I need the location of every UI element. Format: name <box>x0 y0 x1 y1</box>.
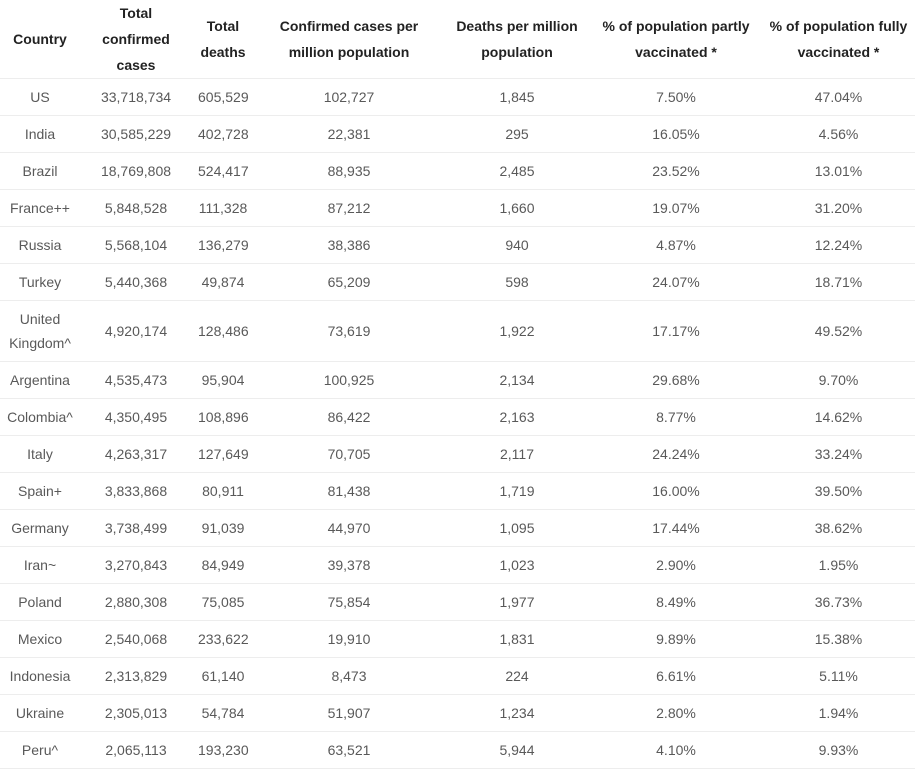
column-header-of-population-partly-vaccinated: % of population partly vaccinated * <box>590 0 762 79</box>
value-cell: 4.56% <box>762 116 915 153</box>
country-cell: Ukraine <box>0 695 80 732</box>
value-cell: 39,378 <box>254 547 444 584</box>
table-row <box>0 695 915 732</box>
table-row <box>0 473 915 510</box>
value-cell: 1.94% <box>762 695 915 732</box>
value-cell: 9.89% <box>590 621 762 658</box>
table-row <box>0 436 915 473</box>
value-cell: 9.93% <box>762 732 915 769</box>
value-cell: 233,622 <box>192 621 254 658</box>
value-cell: 2.80% <box>590 695 762 732</box>
value-cell: 8.49% <box>590 584 762 621</box>
value-cell: 1,845 <box>444 79 590 116</box>
value-cell: 4,920,174 <box>80 301 192 362</box>
value-cell: 29.68% <box>590 362 762 399</box>
table-header-row <box>0 0 915 79</box>
value-cell: 15.38% <box>762 621 915 658</box>
country-cell: Italy <box>0 436 80 473</box>
value-cell: 1,660 <box>444 190 590 227</box>
value-cell: 2,163 <box>444 399 590 436</box>
value-cell: 136,279 <box>192 227 254 264</box>
country-cell: Brazil <box>0 153 80 190</box>
value-cell: 81,438 <box>254 473 444 510</box>
table-row <box>0 584 915 621</box>
value-cell: 402,728 <box>192 116 254 153</box>
value-cell: 1,922 <box>444 301 590 362</box>
value-cell: 2,880,308 <box>80 584 192 621</box>
value-cell: 2,485 <box>444 153 590 190</box>
value-cell: 1.95% <box>762 547 915 584</box>
value-cell: 80,911 <box>192 473 254 510</box>
table-header <box>0 0 915 79</box>
table-row <box>0 547 915 584</box>
value-cell: 100,925 <box>254 362 444 399</box>
table-row <box>0 399 915 436</box>
value-cell: 128,486 <box>192 301 254 362</box>
table-row <box>0 264 915 301</box>
value-cell: 36.73% <box>762 584 915 621</box>
value-cell: 2,305,013 <box>80 695 192 732</box>
column-header-total-confirmed-cases: Total confirmed cases <box>80 0 192 79</box>
table-row <box>0 227 915 264</box>
table-row <box>0 732 915 769</box>
value-cell: 6.61% <box>590 658 762 695</box>
table-row <box>0 153 915 190</box>
value-cell: 33.24% <box>762 436 915 473</box>
country-cell: Germany <box>0 510 80 547</box>
value-cell: 1,234 <box>444 695 590 732</box>
column-header-deaths-per-million-population: Deaths per million population <box>444 0 590 79</box>
country-cell: Colombia^ <box>0 399 80 436</box>
value-cell: 5,848,528 <box>80 190 192 227</box>
value-cell: 1,023 <box>444 547 590 584</box>
country-cell: Iran~ <box>0 547 80 584</box>
table-row <box>0 510 915 547</box>
value-cell: 193,230 <box>192 732 254 769</box>
value-cell: 3,738,499 <box>80 510 192 547</box>
value-cell: 4,535,473 <box>80 362 192 399</box>
column-header-confirmed-cases-per-million-population: Confirmed cases per million population <box>254 0 444 79</box>
value-cell: 30,585,229 <box>80 116 192 153</box>
value-cell: 5,440,368 <box>80 264 192 301</box>
table-row <box>0 116 915 153</box>
country-cell: Poland <box>0 584 80 621</box>
value-cell: 5.11% <box>762 658 915 695</box>
table-row <box>0 658 915 695</box>
value-cell: 38,386 <box>254 227 444 264</box>
country-cell: US <box>0 79 80 116</box>
value-cell: 8.77% <box>590 399 762 436</box>
country-cell: France++ <box>0 190 80 227</box>
value-cell: 4,263,317 <box>80 436 192 473</box>
value-cell: 38.62% <box>762 510 915 547</box>
value-cell: 940 <box>444 227 590 264</box>
value-cell: 51,907 <box>254 695 444 732</box>
value-cell: 598 <box>444 264 590 301</box>
value-cell: 1,719 <box>444 473 590 510</box>
value-cell: 49.52% <box>762 301 915 362</box>
value-cell: 91,039 <box>192 510 254 547</box>
value-cell: 295 <box>444 116 590 153</box>
value-cell: 2,134 <box>444 362 590 399</box>
value-cell: 61,140 <box>192 658 254 695</box>
value-cell: 16.05% <box>590 116 762 153</box>
value-cell: 3,833,868 <box>80 473 192 510</box>
value-cell: 14.62% <box>762 399 915 436</box>
value-cell: 4,350,495 <box>80 399 192 436</box>
value-cell: 18,769,808 <box>80 153 192 190</box>
value-cell: 95,904 <box>192 362 254 399</box>
value-cell: 4.10% <box>590 732 762 769</box>
column-header-of-population-fully-vaccinated: % of population fully vaccinated * <box>762 0 915 79</box>
value-cell: 12.24% <box>762 227 915 264</box>
value-cell: 73,619 <box>254 301 444 362</box>
value-cell: 2,065,113 <box>80 732 192 769</box>
value-cell: 47.04% <box>762 79 915 116</box>
table-row <box>0 190 915 227</box>
value-cell: 127,649 <box>192 436 254 473</box>
value-cell: 1,095 <box>444 510 590 547</box>
value-cell: 23.52% <box>590 153 762 190</box>
value-cell: 9.70% <box>762 362 915 399</box>
value-cell: 2,117 <box>444 436 590 473</box>
value-cell: 13.01% <box>762 153 915 190</box>
value-cell: 65,209 <box>254 264 444 301</box>
country-cell: Peru^ <box>0 732 80 769</box>
value-cell: 8,473 <box>254 658 444 695</box>
value-cell: 224 <box>444 658 590 695</box>
value-cell: 75,854 <box>254 584 444 621</box>
value-cell: 108,896 <box>192 399 254 436</box>
value-cell: 33,718,734 <box>80 79 192 116</box>
value-cell: 31.20% <box>762 190 915 227</box>
value-cell: 87,212 <box>254 190 444 227</box>
table-row <box>0 79 915 116</box>
value-cell: 2,540,068 <box>80 621 192 658</box>
value-cell: 19,910 <box>254 621 444 658</box>
value-cell: 54,784 <box>192 695 254 732</box>
value-cell: 1,831 <box>444 621 590 658</box>
country-cell: Argentina <box>0 362 80 399</box>
value-cell: 7.50% <box>590 79 762 116</box>
table-row <box>0 301 915 362</box>
value-cell: 2,313,829 <box>80 658 192 695</box>
value-cell: 19.07% <box>590 190 762 227</box>
table-row <box>0 621 915 658</box>
country-cell: United Kingdom^ <box>0 301 80 362</box>
value-cell: 4.87% <box>590 227 762 264</box>
value-cell: 1,977 <box>444 584 590 621</box>
value-cell: 22,381 <box>254 116 444 153</box>
value-cell: 84,949 <box>192 547 254 584</box>
table-body <box>0 79 915 769</box>
value-cell: 75,085 <box>192 584 254 621</box>
country-cell: Spain+ <box>0 473 80 510</box>
value-cell: 605,529 <box>192 79 254 116</box>
column-header-total-deaths: Total deaths <box>192 0 254 79</box>
value-cell: 63,521 <box>254 732 444 769</box>
table-row <box>0 362 915 399</box>
value-cell: 17.44% <box>590 510 762 547</box>
country-cell: Indonesia <box>0 658 80 695</box>
country-cell: India <box>0 116 80 153</box>
value-cell: 44,970 <box>254 510 444 547</box>
value-cell: 2.90% <box>590 547 762 584</box>
country-cell: Mexico <box>0 621 80 658</box>
value-cell: 88,935 <box>254 153 444 190</box>
value-cell: 86,422 <box>254 399 444 436</box>
value-cell: 111,328 <box>192 190 254 227</box>
value-cell: 18.71% <box>762 264 915 301</box>
value-cell: 5,944 <box>444 732 590 769</box>
value-cell: 3,270,843 <box>80 547 192 584</box>
value-cell: 24.07% <box>590 264 762 301</box>
value-cell: 49,874 <box>192 264 254 301</box>
value-cell: 70,705 <box>254 436 444 473</box>
value-cell: 16.00% <box>590 473 762 510</box>
column-header-country: Country <box>0 0 80 79</box>
value-cell: 17.17% <box>590 301 762 362</box>
value-cell: 5,568,104 <box>80 227 192 264</box>
country-cell: Turkey <box>0 264 80 301</box>
country-cell: Russia <box>0 227 80 264</box>
value-cell: 39.50% <box>762 473 915 510</box>
value-cell: 24.24% <box>590 436 762 473</box>
value-cell: 524,417 <box>192 153 254 190</box>
value-cell: 102,727 <box>254 79 444 116</box>
